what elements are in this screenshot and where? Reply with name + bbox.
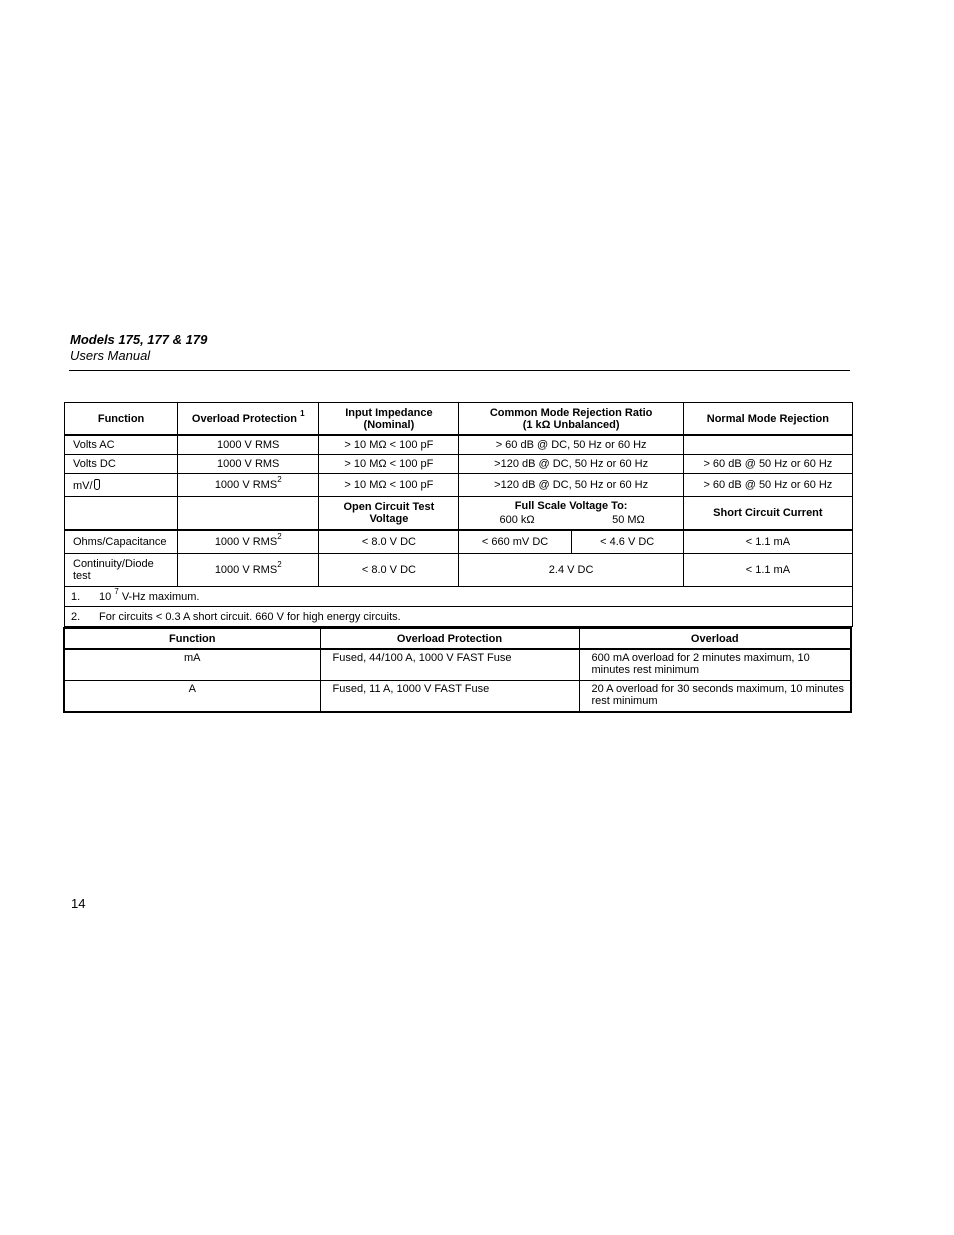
specification-table xyxy=(64,402,853,627)
overload-cell: 1000 V RMS$^2$ xyxy=(178,530,319,554)
function-cell: mA xyxy=(64,649,320,681)
spec-header-row xyxy=(65,403,853,436)
fuse-header-row xyxy=(64,628,851,649)
blank-header xyxy=(178,497,319,531)
open-circuit-cell: < 8.0 V DC xyxy=(319,530,459,554)
footnote-row xyxy=(65,587,853,607)
footnote-1: 1. 10 $^7$ V-Hz maximum. xyxy=(65,587,853,607)
open-circuit-cell: < 8.0 V DC xyxy=(319,554,459,587)
overload-cell: 20 A overload for 30 seconds maximum, 10 minutes rest minimum xyxy=(579,681,851,713)
table-row xyxy=(64,681,851,713)
fs-600k-cell: < 660 mV DC xyxy=(459,530,571,554)
col-open-circuit-voltage: Open Circuit Test Voltage xyxy=(319,497,459,531)
fs-50m-cell: < 4.6 V DC xyxy=(571,530,683,554)
impedance-cell: > 10 MΩ < 100 pF xyxy=(319,474,459,497)
fs-50m-label: 50 MΩ xyxy=(612,514,645,526)
table-row xyxy=(65,474,853,497)
function-cell: A xyxy=(64,681,320,713)
function-cell: Volts DC xyxy=(65,455,178,474)
col-overload: Overload xyxy=(579,628,851,649)
overload-cell: 1000 V RMS xyxy=(178,435,319,455)
cmrr-cell: > 60 dB @ DC, 50 Hz or 60 Hz xyxy=(459,435,683,455)
function-cell: Ohms/Capacitance xyxy=(65,530,178,554)
col-overload-protection: Overload Protection $^1$ xyxy=(178,403,319,436)
col-normal-mode-rejection: Normal Mode Rejection xyxy=(683,403,852,436)
page-number: 14 xyxy=(71,896,86,911)
spec-subheader-row xyxy=(65,497,853,531)
function-cell: mV/ xyxy=(65,474,178,497)
cmrr-cell: >120 dB @ DC, 50 Hz or 60 Hz xyxy=(459,474,683,497)
fs-merged-cell: 2.4 V DC xyxy=(459,554,683,587)
manual-title: Models 175, 177 & 179 xyxy=(70,332,208,347)
blank-header xyxy=(65,497,178,531)
function-cell: Continuity/Diode test xyxy=(65,554,178,587)
overload-cell: 1000 V RMS$^2$ xyxy=(178,474,319,497)
col-function: Function xyxy=(64,628,320,649)
short-circuit-cell: < 1.1 mA xyxy=(683,530,852,554)
table-row xyxy=(65,435,853,455)
col-function: Function xyxy=(65,403,178,436)
col-overload-protection: Overload Protection xyxy=(320,628,579,649)
function-cell: Volts AC xyxy=(65,435,178,455)
protection-cell: Fused, 44/100 A, 1000 V FAST Fuse xyxy=(320,649,579,681)
fuse-protection-table xyxy=(63,627,852,713)
table-row xyxy=(65,455,853,474)
short-circuit-cell: < 1.1 mA xyxy=(683,554,852,587)
table-row xyxy=(64,649,851,681)
overload-cell: 600 mA overload for 2 minutes maximum, 10 minutes rest minimum xyxy=(579,649,851,681)
col-short-circuit-current: Short Circuit Current xyxy=(683,497,852,531)
impedance-cell: > 10 MΩ < 100 pF xyxy=(319,435,459,455)
footnote-2: 2. For circuits < 0.3 A short circuit. 660 V for high energy circuits. xyxy=(65,607,853,627)
impedance-cell: > 10 MΩ < 100 pF xyxy=(319,455,459,474)
table-row xyxy=(65,554,853,587)
nmr-cell xyxy=(683,435,852,455)
table-row xyxy=(65,530,853,554)
col-input-impedance: Input Impedance (Nominal) xyxy=(319,403,459,436)
footnote-row xyxy=(65,607,853,627)
header-rule xyxy=(69,370,850,371)
overload-cell: 1000 V RMS xyxy=(178,455,319,474)
overload-cell: 1000 V RMS$^2$ xyxy=(178,554,319,587)
cmrr-cell: >120 dB @ DC, 50 Hz or 60 Hz xyxy=(459,455,683,474)
page-header xyxy=(70,332,850,364)
col-cmrr: Common Mode Rejection Ratio (1 kΩ Unbalanced) xyxy=(459,403,683,436)
nmr-cell: > 60 dB @ 50 Hz or 60 Hz xyxy=(683,474,852,497)
col-full-scale-voltage: Full Scale Voltage To: 600 kΩ 50 MΩ xyxy=(459,497,683,531)
fs-600k-label: 600 kΩ xyxy=(499,514,535,526)
manual-subtitle: Users Manual xyxy=(70,348,151,363)
thermometer-icon xyxy=(94,479,100,490)
protection-cell: Fused, 11 A, 1000 V FAST Fuse xyxy=(320,681,579,713)
nmr-cell: > 60 dB @ 50 Hz or 60 Hz xyxy=(683,455,852,474)
